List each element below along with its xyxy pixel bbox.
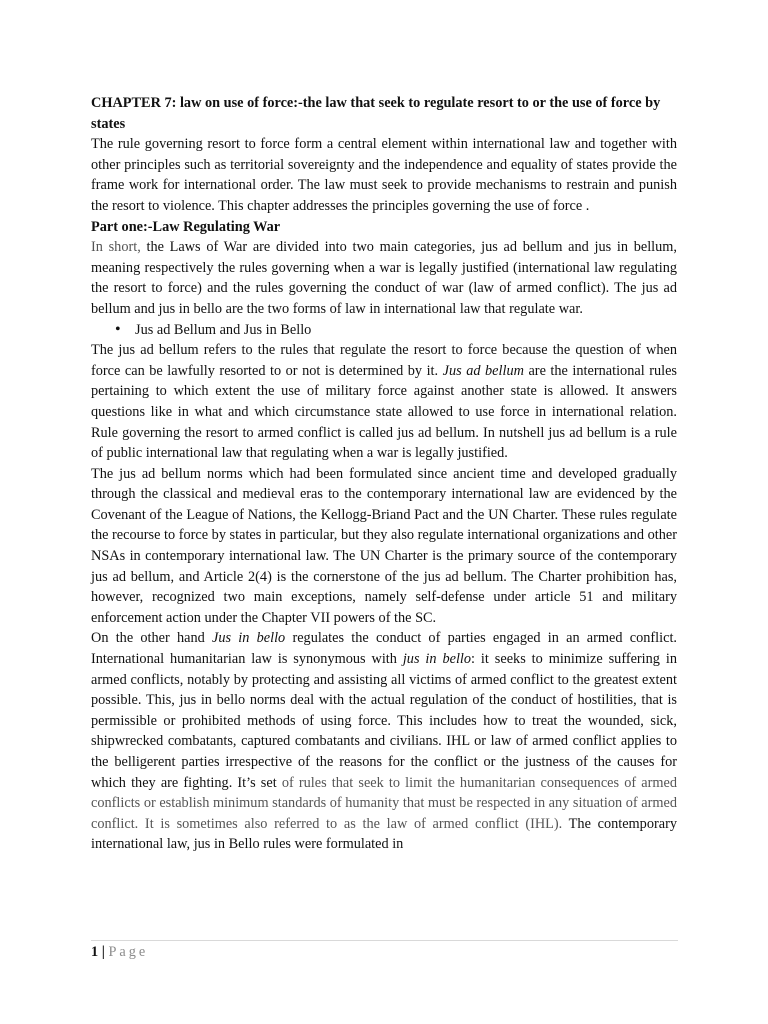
paragraph-laws-of-war [91, 237, 677, 319]
part-heading: Part one:-Law Regulating War [91, 218, 281, 235]
paragraph-text: the Laws of War are divided into two main categories, jus ad bellum and jus in bellum, meaning respectively the rules governing when a war is legally justified (international law regulating the resort to force) and the rules governing the conduct of war (law of armed conflict). The jus ad bellum and jus in bello are the two forms of law in international law that regulate war. [91, 239, 677, 317]
italic-term: Jus in bello [212, 630, 286, 647]
paragraph-text: are the international rules pertaining to which extent the use of military force against another state is allowed. It answers questions like in what and which circumstance state allowed to use force in international relation. Rule governing the resort to armed conflict is called jus ad bellum. In nutshell jus ad bellum is a rule of public international law that regulating when a war is legally justified. [91, 362, 677, 462]
bullet-list [115, 320, 677, 341]
paragraph-muted-text: of rules that seek to limit the humanitarian consequences of armed conflicts or establish minimum standards of humanity that must be respected in any situation of armed conflict. It is sometimes also referred to as the law of armed conflict (IHL). [91, 774, 677, 832]
paragraph-text: The jus ad bellum refers to the rules that regulate the resort to force because the question of when force can be lawfully resorted to or not is determined by it. [91, 342, 677, 379]
italic-term: jus in bello [402, 651, 472, 668]
paragraph-jus-ad-bellum [91, 340, 677, 464]
paragraph-lead: In short, [91, 239, 141, 256]
paragraph-text: The contemporary international law, jus in Bello rules were formulated in [91, 815, 677, 853]
paragraph-jus-in-bello [91, 628, 677, 855]
paragraph-text: On the other hand [91, 630, 212, 647]
paragraph-text: regulates the conduct of parties engaged in an armed conflict. International humanitarian law is synonymous with [91, 630, 677, 668]
paragraph-text: : it seeks to minimize suffering in armed conflicts, notably by protecting and assisting all victims of armed conflict to the greatest extent possible. This, jus in bello norms deal with the actual regulation of the conduct of hostilities, that is permissible or prohibited methods of using force. This includes how to treat the wounded, sick, shipwrecked combatants, captured combatants and civilians. IHL or law of armed conflict applies to the belligerent parties irrespective of the reasons for the conflict or the justness of the causes for which they are fighting. It’s set [91, 651, 677, 791]
bullet-item: • Jus ad Bellum and Jus in Bello [115, 320, 677, 341]
paragraph-jus-ad-bellum-norms: The jus ad bellum norms which had been formulated since ancient time and developed gradually through the classical and medieval eras to the contemporary international law are evidenced by the Covenant of the League of Nations, the Kellogg-Briand Pact and the UN Charter. These rules regulate the recourse to force by states in particular, but they also regulate international organizations and other NSAs in contemporary international law. The UN Charter is the primary source of the contemporary jus ad bellum, and Article 2(4) is the cornerstone of the jus ad bellum. The Charter prohibition has, however, recognized two main exceptions, namely self-defense under article 51 and military enforcement action under the Chapter VII powers of the SC. [91, 465, 677, 626]
footer-divider [91, 940, 678, 941]
page-number: 1 [91, 944, 99, 960]
footer-separator: | [101, 944, 105, 960]
chapter-title: CHAPTER 7: law on use of force:-the law that seek to regulate resort to or the use of force by states [91, 95, 661, 132]
page-footer [91, 942, 148, 962]
italic-term: Jus ad bellum [442, 362, 524, 379]
intro-paragraph: The rule governing resort to force form a central element within international law and together with other principles such as territorial sovereignty and the independence and equality of states provide the frame work for international order. The law must seek to provide mechanisms to restrain and punish the resort to violence. This chapter addresses the principles governing the use of force . [91, 136, 677, 214]
page-label: Page [108, 944, 149, 960]
page-body [91, 93, 677, 855]
